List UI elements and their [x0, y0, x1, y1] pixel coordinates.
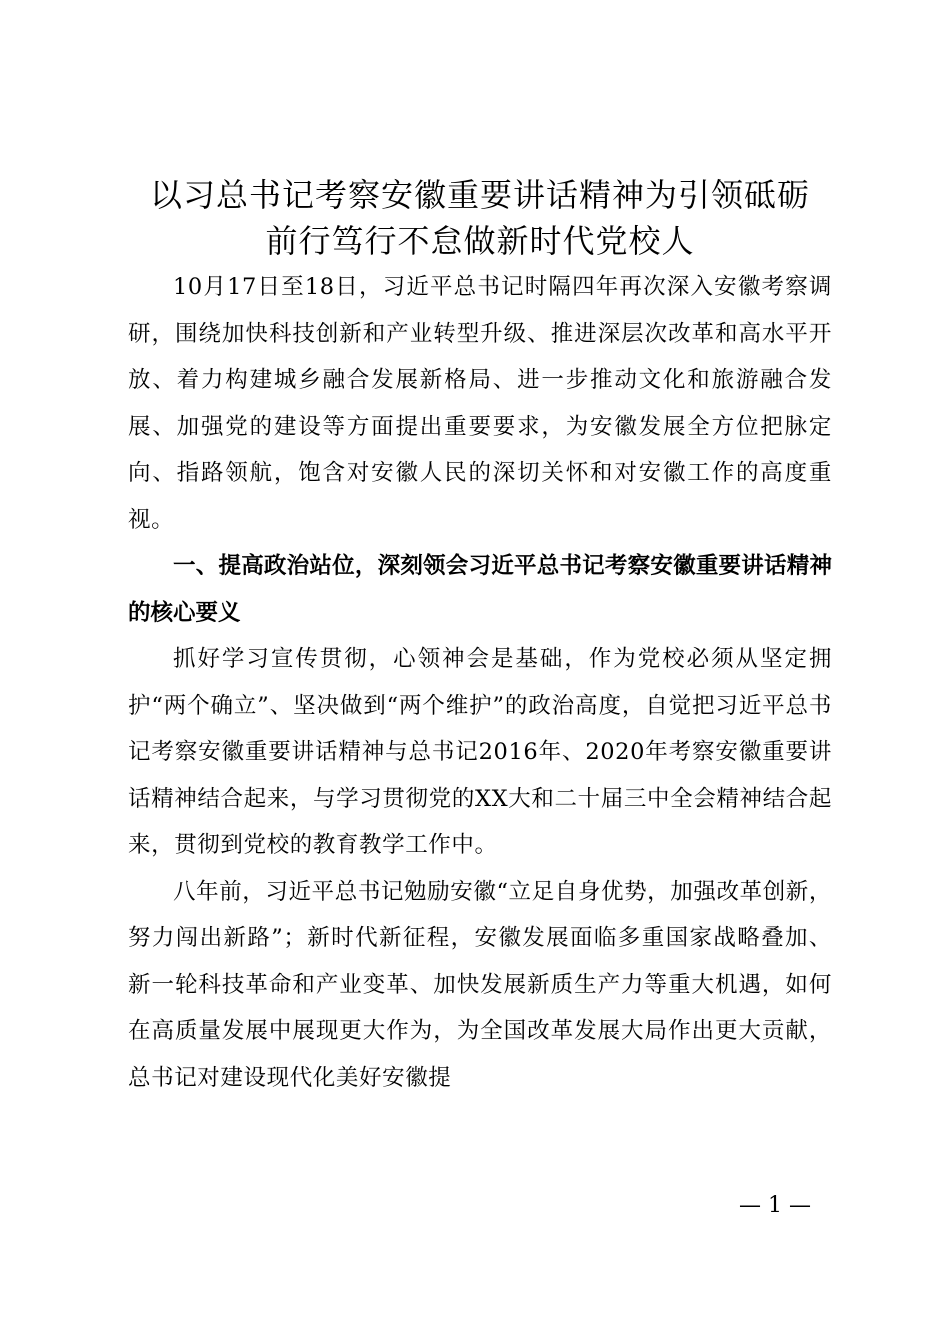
document-title: [128, 172, 832, 264]
paragraph-eight-years: 八年前，习近平总书记勉励安徽“立足自身优势，加强改革创新，努力闯出新路”；新时代新征程，安徽发展面临多重国家战略叠加、新一轮科技革命和产业变革、加快发展新质生产力等重大机遇，如何在高质量发展中展现更大作为，为全国改革发展大局作出更大贡献，总书记对建设现代化美好安徽提: [128, 878, 832, 1091]
section-heading-1: 一、提高政治站位，深刻领会习近平总书记考察安徽重要讲话精神的核心要义: [128, 553, 832, 626]
document-body: [128, 172, 832, 1101]
paragraph-intro: 10月17日至18日，习近平总书记时隔四年再次深入安徽考察调研，围绕加快科技创新和产业转型升级、推进深层次改革和高水平开放、着力构建城乡融合发展新格局、进一步推动文化和旅游融合发展、加强党的建设等方面提出重要要求，为安徽发展全方位把脉定向、指路领航，饱含对安徽人民的深切关怀和对安徽工作的高度重视。: [128, 274, 832, 533]
paragraph-study: 抓好学习宣传贯彻，心领神会是基础，作为党校必须从坚定拥护“两个确立”、坚决做到“两个维护”的政治高度，自觉把习近平总书记考察安徽重要讲话精神与总书记2016年、2020年考察安徽重要讲话精神结合起来，与学习贯彻党的XX大和二十届三中全会精神结合起来，贯彻到党校的教育教学工作中。: [128, 646, 832, 858]
page-number: — 1 —: [739, 1193, 811, 1218]
title-line-1: 以习总书记考察安徽重要讲话精神为引领砥砺: [149, 176, 810, 214]
title-line-2: 前行笃行不怠做新时代党校人: [265, 222, 695, 260]
